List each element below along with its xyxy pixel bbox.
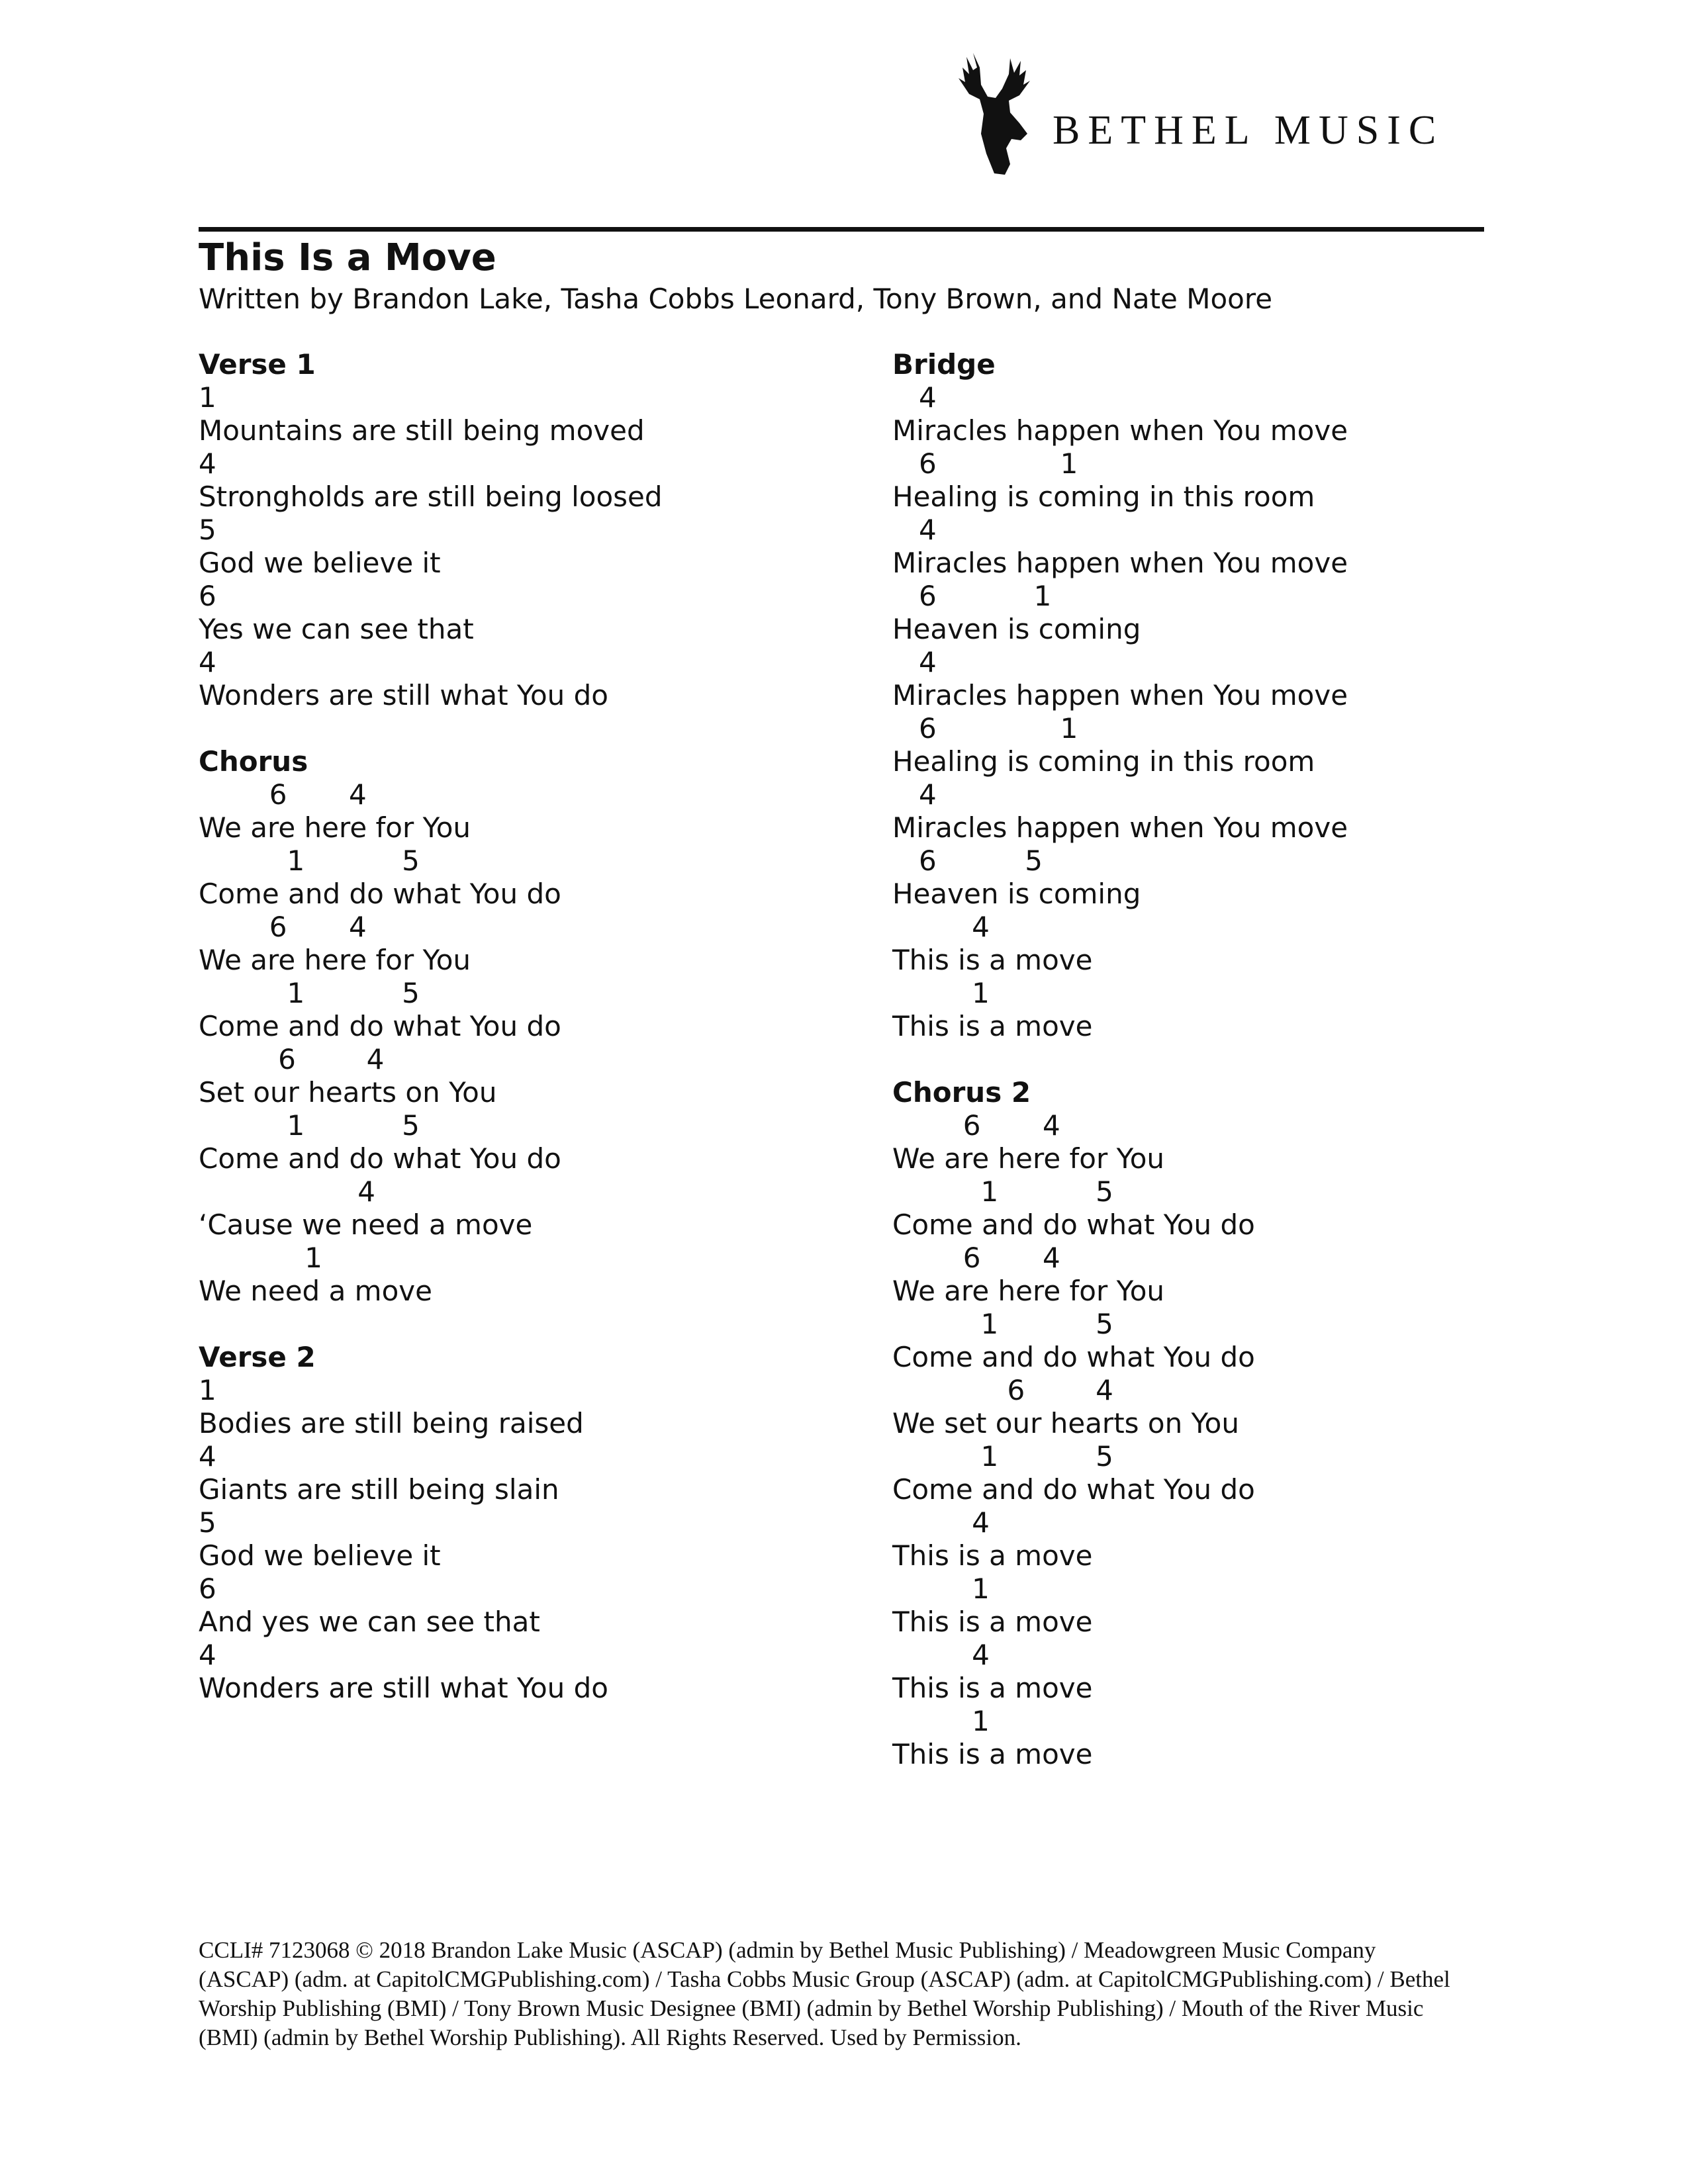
lyric-line: Bodies are still being raised <box>199 1407 584 1439</box>
section-gap <box>892 1043 1488 1076</box>
right-column <box>892 348 1488 1771</box>
copyright-notice: CCLI# 7123068 © 2018 Brandon Lake Music (ASCAP) (admin by Bethel Music Publishing) / Meadowgreen Music Company (ASCAP) (adm. at CapitolCMGPublishing.com) / Tasha Cobbs Music Group (ASCAP) (adm. at CapitolCMGPublishing.com) / Bethel Worship Publishing (BMI) / Tony Brown Music Designee (BMI) (admin by Bethel Worship Publishing) / Mouth of the River Music (BMI) (admin by Bethel Worship Publishing). All Rights Reserved. Used by Permission. <box>199 1937 1450 2050</box>
chord-line: 6 1 <box>892 447 1078 480</box>
section-verse-1 <box>199 348 834 712</box>
chord-line: 1 <box>892 1705 990 1737</box>
lyric-line: Healing is coming in this room <box>892 480 1315 513</box>
lyric-line: We are here for You <box>199 811 471 844</box>
lyric-line: Mountains are still being moved <box>199 414 645 447</box>
lyric-line: Miracles happen when You move <box>892 547 1348 579</box>
chord-line: 6 4 <box>892 1109 1060 1142</box>
brand-logo <box>947 48 1476 180</box>
lyric-line: This is a move <box>892 1672 1093 1704</box>
section-heading: Chorus 2 <box>892 1076 1031 1109</box>
chord-line: 4 <box>892 778 937 811</box>
chord-line: 4 <box>892 911 990 943</box>
chord-line: 6 4 <box>199 1043 385 1075</box>
chord-line: 6 1 <box>892 580 1052 612</box>
chord-line: 6 4 <box>892 1374 1113 1406</box>
lyric-line: This is a move <box>892 944 1093 976</box>
lyric-line: We set our hearts on You <box>892 1407 1239 1439</box>
section-gap <box>199 1308 834 1341</box>
chord-line: 6 1 <box>892 712 1078 745</box>
lyric-line: Come and do what You do <box>199 1142 561 1175</box>
section-heading: Verse 2 <box>199 1341 316 1373</box>
lyric-line: Strongholds are still being loosed <box>199 480 663 513</box>
lyric-line: This is a move <box>892 1738 1093 1770</box>
chord-line: 4 <box>199 1175 376 1208</box>
song-title: This Is a Move <box>199 236 496 279</box>
chord-line: 1 5 <box>892 1440 1113 1473</box>
lyric-line: Heaven is coming <box>892 613 1141 645</box>
lyric-line: Miracles happen when You move <box>892 811 1348 844</box>
lyric-line: Heaven is coming <box>892 878 1141 910</box>
deer-head-icon <box>947 48 1039 180</box>
chord-line: 1 5 <box>892 1308 1113 1340</box>
section-chorus <box>199 745 834 1308</box>
lyric-line: Come and do what You do <box>892 1473 1255 1506</box>
lyric-line: God we believe it <box>199 547 441 579</box>
chord-line: 6 4 <box>199 778 367 811</box>
lyric-line: Come and do what You do <box>199 1010 561 1042</box>
lyric-line: Wonders are still what You do <box>199 679 608 711</box>
brand-name: BETHEL MUSIC <box>1053 108 1444 153</box>
lyric-line: This is a move <box>892 1606 1093 1638</box>
section-heading: Chorus <box>199 745 308 778</box>
chord-line: 1 <box>199 381 216 414</box>
chord-line: 1 5 <box>892 1175 1113 1208</box>
chord-line: 4 <box>892 646 937 678</box>
section-heading: Verse 1 <box>199 348 316 381</box>
left-column <box>199 348 834 1705</box>
lyric-line: ‘Cause we need a move <box>199 1208 533 1241</box>
lyric-line: Come and do what You do <box>199 878 561 910</box>
chord-line: 6 4 <box>892 1242 1060 1274</box>
chord-line: 4 <box>892 514 937 546</box>
chord-line: 4 <box>199 1440 216 1473</box>
chord-line: 4 <box>892 1506 990 1539</box>
chord-line: 1 <box>892 1572 990 1605</box>
lyric-line: This is a move <box>892 1010 1093 1042</box>
lyric-line: God we believe it <box>199 1539 441 1572</box>
lyric-line: Miracles happen when You move <box>892 414 1348 447</box>
chord-line: 4 <box>892 1639 990 1671</box>
lyric-line: Giants are still being slain <box>199 1473 559 1506</box>
song-writers: Written by Brandon Lake, Tasha Cobbs Leonard, Tony Brown, and Nate Moore <box>199 283 1273 315</box>
chord-line: 1 5 <box>199 844 420 877</box>
chord-line: 1 5 <box>199 1109 420 1142</box>
section-heading: Bridge <box>892 348 996 381</box>
chord-line: 4 <box>892 381 937 414</box>
lyric-line: Come and do what You do <box>892 1341 1255 1373</box>
lyric-line: Miracles happen when You move <box>892 679 1348 711</box>
lyric-line: Wonders are still what You do <box>199 1672 608 1704</box>
section-chorus-2 <box>892 1076 1488 1771</box>
chord-line: 4 <box>199 646 216 678</box>
chord-line: 6 5 <box>892 844 1043 877</box>
chord-line: 4 <box>199 447 216 480</box>
lyric-line: We need a move <box>199 1275 432 1307</box>
header-divider <box>199 227 1484 232</box>
lyric-line: This is a move <box>892 1539 1093 1572</box>
chord-line: 6 <box>199 1572 216 1605</box>
section-verse-2 <box>199 1341 834 1705</box>
lyric-line: We are here for You <box>892 1275 1165 1307</box>
chord-line: 6 <box>199 580 216 612</box>
chord-line: 4 <box>199 1639 216 1671</box>
chord-line: 1 <box>199 1242 322 1274</box>
lyric-line: And yes we can see that <box>199 1606 540 1638</box>
lyric-line: Yes we can see that <box>199 613 474 645</box>
chord-line: 5 <box>199 514 216 546</box>
section-gap <box>199 712 834 745</box>
lyric-line: Come and do what You do <box>892 1208 1255 1241</box>
chord-line: 5 <box>199 1506 216 1539</box>
lyric-line: We are here for You <box>892 1142 1165 1175</box>
lyric-line: We are here for You <box>199 944 471 976</box>
section-bridge <box>892 348 1488 1043</box>
chord-line: 1 <box>892 977 990 1009</box>
chord-line: 1 <box>199 1374 216 1406</box>
chord-line: 1 5 <box>199 977 420 1009</box>
lyric-line: Healing is coming in this room <box>892 745 1315 778</box>
chord-line: 6 4 <box>199 911 367 943</box>
lyric-line: Set our hearts on You <box>199 1076 497 1109</box>
